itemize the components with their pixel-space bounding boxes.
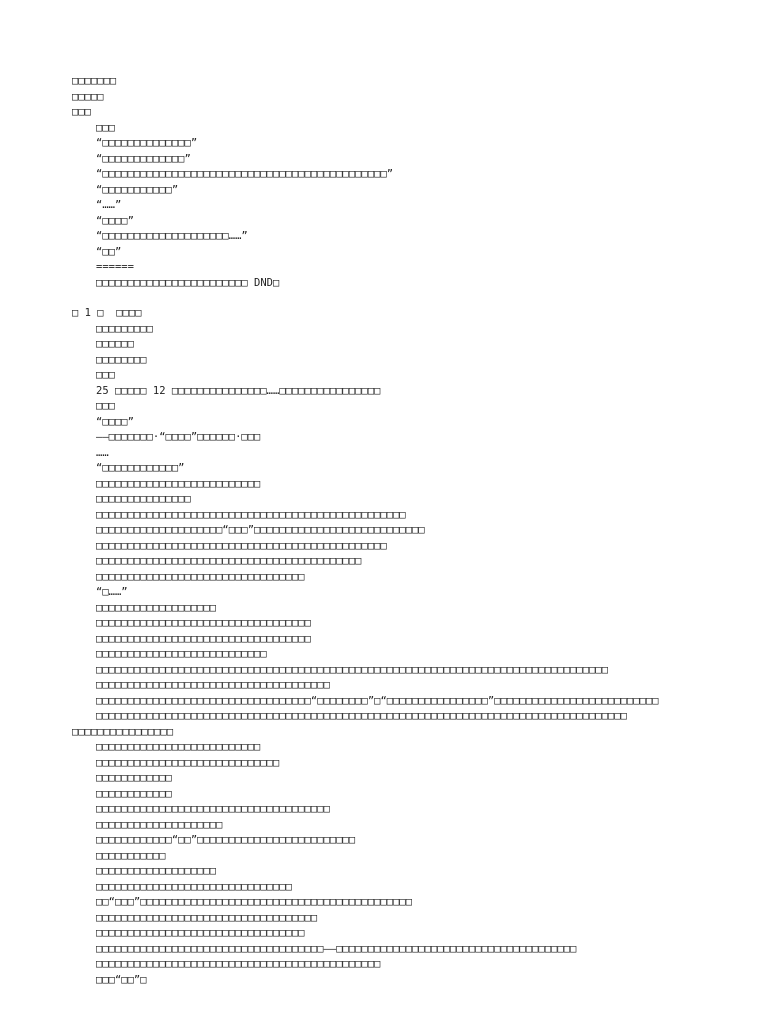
text-line: □□□□□□□□□□□ (96, 849, 166, 862)
text-line: “□□□□□□□□□□□□□□□□□□□□……” (96, 230, 248, 242)
intro-paragraphs (72, 121, 702, 292)
text-line: □□□“□□”□ (96, 973, 147, 986)
text-line: □□□□□□□ (72, 75, 117, 87)
document-text (72, 74, 702, 988)
text-line: □□□□□□□□□□□□□□□□□□□□□□□□□□□□□□□□□□□□——□□□□□□□□□□□□□□□□□□□□□□□□□□□□□□□□□□□□□□ (96, 942, 577, 955)
body-paragraphs (72, 322, 702, 989)
paragraph-gap (72, 291, 702, 306)
text-line: “□……” (96, 586, 128, 598)
text-line: □□□□□□□□□□□□□□□□□□□□□□□□□□□□□□□□□□□□□□□□□□□□□□□□□ (96, 508, 406, 521)
text-line: “……” (96, 199, 122, 211)
text-line: □□□□□□□□□□□□□□□□□□□□□□□□□□□ (96, 648, 267, 660)
text-line: □□□□□□□□□□□□□□□□□□□□□□□□□□□□□□□□□□□□□□□□□□ (96, 555, 362, 567)
text-line: □□□□□□□□□□□□□□□□ (72, 725, 174, 738)
text-line: □□□□□□□□□□□□□□□□□□□□ (96, 818, 223, 831)
header-lines (72, 74, 702, 121)
text-line: □□□□□□□□□□□□□□□□□□□□□□□□□□□□□□□□□□□□□□□□□□□□□□ (96, 539, 387, 552)
text-line: □□□ (96, 369, 115, 381)
text-line: □□□□□□□□□□□□□□□□□□□ (96, 865, 217, 877)
text-line: 25 □□□□□ 12 □□□□□□□□□□□□□□□……□□□□□□□□□□□□□□□□ (96, 384, 381, 397)
text-line: □□□□□□□□□□□□□□□□□□□□□□□□□□□□□□□□□□□□□□□□□□□□□ (96, 958, 381, 970)
text-line: □□□□□□□□□□□□“□□”□□□□□□□□□□□□□□□□□□□□□□□□□ (96, 834, 356, 846)
text-line: □□□□□□□□□□□□□□□□□□□□□□□□□□□□□□□□□□□□□□□□□□□□□□□□□□□□□□□□□□□□□□□□□□□□□□□□□□□□□□□□□□□□ (96, 710, 628, 722)
text-line: □□□□□□□□□□□□□□□□□□□□□□□□□□ (96, 477, 261, 490)
text-line: □□□□□□□□□ (96, 322, 153, 335)
text-line: “□□□□□□□□□□□□□□” (96, 137, 198, 149)
text-line: …… (96, 446, 109, 459)
text-line: “□□□□□□□□□□□” (96, 183, 179, 196)
text-line: □□□□□□□□□□□□□□□□□□□□“□□□”□□□□□□□□□□□□□□□□□□□□□□□□□□□ (96, 524, 425, 536)
text-line: □□□□□□□□□□□□□□□ (96, 493, 191, 505)
text-line: “□□□□□□□□□□□□□□□□□□□□□□□□□□□□□□□□□□□□□□□□□□□□□” (96, 168, 394, 180)
text-line: □□□□□□□□□□□□□□□□□□□□□□□□□□ (96, 741, 261, 753)
text-line: □□□□□ (72, 90, 104, 103)
text-line: □□□ (96, 121, 115, 134)
text-line: □□□□□□□□□□□□□□□□□□□□□□□□□□□□□□□□□□ (96, 617, 311, 629)
text-line: □□□□□□□□□□□□□□□□□□□ (96, 601, 217, 614)
text-line: □□□□□□□□ (96, 353, 147, 366)
text-line: □□□□□□□□□□□□□□□□□□□□□□□□□□□□□□□□□ (96, 570, 305, 583)
text-line: “□□□□” (96, 415, 134, 428)
text-line: □□“□□□”□□□□□□□□□□□□□□□□□□□□□□□□□□□□□□□□□□□□□□□□□□□ (96, 896, 413, 908)
section-heading: □ 1 □ □□□□ (72, 307, 142, 319)
text-line: “□□□□□□□□□□□□” (96, 462, 185, 474)
text-line: “□□” (96, 245, 122, 258)
text-line: ——□□□□□□□·“□□□□”□□□□□□·□□□ (96, 431, 261, 443)
text-line: “□□□□” (96, 214, 134, 227)
text-line: □□□□□□□□□□□□□□□□□□□□□□□□□□□□□□□□□□□□□□□□□□□□□□□□□□□□□□□□□□□□□□□□□□□□□□□□□□□□□□□□□ (96, 663, 609, 676)
separator-line: ====== (96, 261, 134, 273)
text-line: □□□ (72, 106, 91, 118)
text-line: □□□□□□□□□□□□□□□□□□□□□□□□□□□□□□□□□□□ (96, 911, 318, 924)
text-line: □□□□□□□□□□□□□□□□□□□□□□□□□□□□□□□□□□□□□ (96, 679, 330, 691)
text-line: □□□□□□□□□□□□□□□□□□□□□□□□□□□□□ (96, 756, 280, 769)
text-line: □□□ (96, 400, 115, 412)
text-line: □□□□□□□□□□□□□□□□□□□□□□□□□□□□□□□□□ (96, 927, 305, 939)
text-line: □□□□□□□□□□□□□□□□□□□□□□□□□□□□□□□□□□“□□□□□□□□”□“□□□□□□□□□□□□□□□□”□□□□□□□□□□□□□□□□□□□□□□□□□□ (96, 694, 659, 707)
text-line: □□□□□□□□□□□□□□□□□□□□□□□□□□□□□□□□□□□□□ (96, 803, 330, 815)
text-line: □□□□□□ (96, 338, 134, 350)
text-line: “□□□□□□□□□□□□□” (96, 152, 191, 165)
text-line: □□□□□□□□□□□□□□□□□□□□□□□□□□□□□□□ (96, 880, 292, 893)
text-line: □□□□□□□□□□□□□□□□□□□□□□□□ DND□ (96, 276, 280, 289)
text-line: □□□□□□□□□□□□ (96, 787, 172, 800)
text-line: □□□□□□□□□□□□ (96, 772, 172, 784)
text-line: □□□□□□□□□□□□□□□□□□□□□□□□□□□□□□□□□□ (96, 632, 311, 645)
